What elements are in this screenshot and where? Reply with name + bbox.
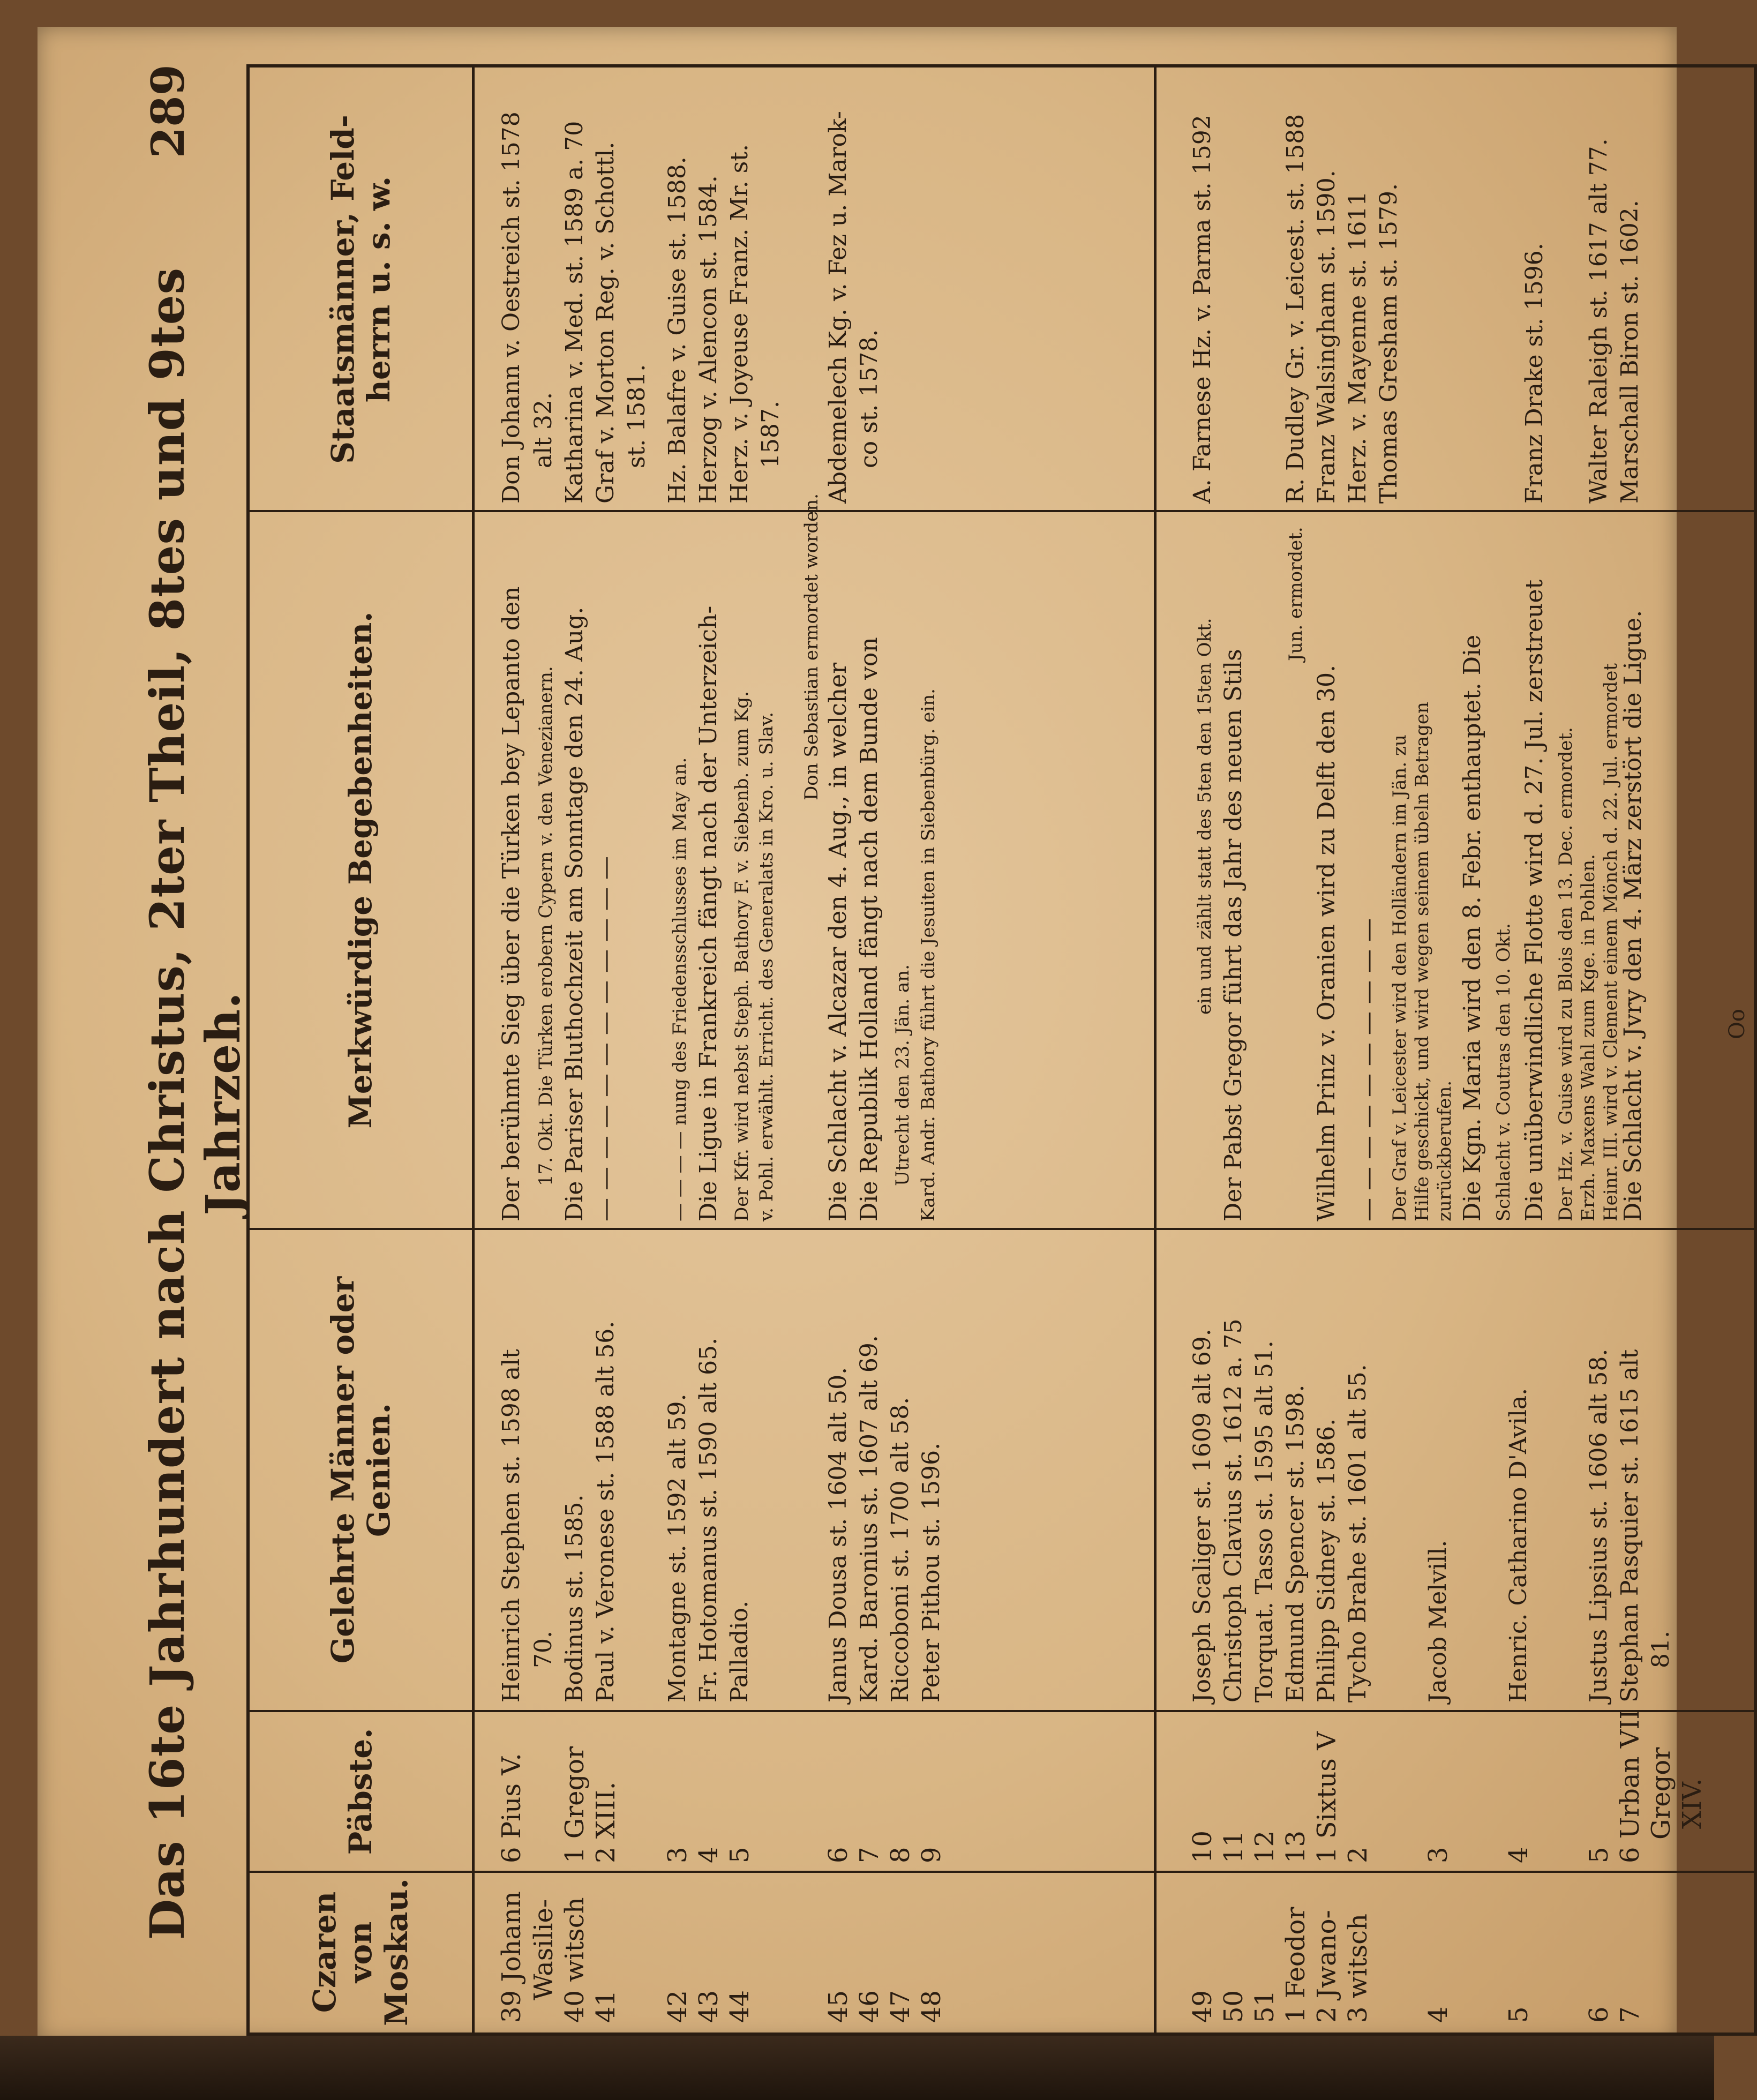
event-entry: v. Pohl. erwählt. Erricht. des Generalats in Kro. u. Slav. — [756, 711, 777, 1221]
scholar-entry: 70. — [530, 1631, 557, 1668]
statesman-entry: st. 1581. — [623, 364, 650, 468]
page-header — [118, 64, 251, 2036]
event-entry: Die Kgn. Maria wird den 8. Febr. enthauptet. Die — [1459, 634, 1486, 1221]
pope-entry: 7 — [854, 1847, 884, 1863]
statesman-entry: Franz Drake st. 1596. — [1521, 243, 1548, 504]
event-entry: Hilfe geschickt, und wird wegen seinem übeln Betragen — [1411, 702, 1433, 1221]
scholar-entry: Bodinus st. 1585. — [561, 1494, 588, 1702]
statesman-entry: Herz. v. Joyeuse Franz. Mr. st. — [726, 144, 753, 504]
event-entry: Der Graf v. Leicester wird den Holländern im Jän. zu — [1389, 734, 1410, 1221]
statesman-entry: R. Dudley Gr. v. Leicest. st. 1588 — [1282, 114, 1309, 504]
event-entry: Der berühmte Sieg über die Türken bey Lepanto den — [498, 586, 525, 1221]
czar-entry: 5 — [1504, 2006, 1534, 2023]
statesman-entry: Franz Walsingham st. 1590. — [1313, 170, 1340, 504]
pope-entry: 5 — [1584, 1847, 1614, 1863]
event-entry: Heinr. III. wird v. Clement einem Mönch d. 22. Jul. ermordet — [1600, 663, 1621, 1221]
event-entry: Die Schlacht v. Jvry den 4. März zerstört die Ligue. — [1619, 610, 1647, 1221]
scholar-entry: Jacob Melvill. — [1424, 1540, 1452, 1702]
czar-entry: 41 — [591, 1990, 621, 2023]
history-table — [246, 64, 1757, 2036]
scholar-entry: Kard. Baronius st. 1607 alt 69. — [855, 1335, 883, 1702]
event-entry: Erzh. Maxens Wahl zum Kge. in Pohlen. — [1578, 854, 1599, 1221]
pope-entry: 1 Sixtus V — [1312, 1731, 1342, 1863]
scholar-entry: Henric. Catharino D'Avila. — [1505, 1388, 1532, 1702]
event-entry: Schlacht v. Coutras den 10. Okt. — [1493, 923, 1514, 1221]
czar-entry: 2 Jwano- — [1312, 1910, 1342, 2023]
scholar-entry: Philipp Sidney st. 1586. — [1313, 1418, 1340, 1702]
pope-entry: 8 — [885, 1847, 915, 1863]
scholar-entry: Paul v. Veronese st. 1588 alt 56. — [592, 1321, 619, 1702]
pope-entry: 6 Pius V. — [497, 1753, 527, 1863]
pope-entry: 9 — [917, 1847, 947, 1863]
pope-entry: 3 — [663, 1847, 693, 1863]
event-entry: Die Schlacht v. Alcazar den 4. Aug., in welcher — [824, 662, 852, 1221]
pope-entry: 5 — [725, 1847, 755, 1863]
scholar-entry: Tycho Brahe st. 1601 alt 55. — [1344, 1364, 1371, 1702]
event-entry: Die Pariser Bluthochzeit am Sonntage den 24. Aug. — [561, 606, 588, 1221]
pope-entry: 2 — [1343, 1847, 1373, 1863]
page-title: Das 16te Jahrhundert nach Christus, 2ter Theil, 8tes und 9tes Jahrzeh. — [139, 267, 251, 1940]
scholar-entry: Christoph Clavius st. 1612 a. 75 — [1220, 1318, 1247, 1702]
page-number: 289 — [141, 64, 194, 159]
statesman-entry: Graf v. Morton Reg. v. Schottl. — [592, 141, 619, 504]
event-entry: Wilhelm Prinz v. Oranien wird zu Delft den 30. — [1313, 665, 1340, 1221]
statesman-entry: Don Johann v. Oestreich st. 1578 — [498, 111, 525, 504]
event-entry: Der Pabst Gregor führt das Jahr des neuen Stils — [1220, 649, 1247, 1221]
event-entry: ein und zählt statt des 5ten den 15ten Okt. — [1194, 618, 1215, 1015]
pope-entry: 10 — [1188, 1830, 1218, 1863]
scholar-entry: Justus Lipsius st. 1606 alt 58. — [1585, 1348, 1612, 1702]
table-header-row — [250, 68, 475, 2032]
pope-entry: XIV. — [1677, 1778, 1707, 1829]
signature-mark: Oo — [1725, 1009, 1750, 1039]
czar-entry: 39 Johann — [497, 1891, 527, 2023]
czar-entry: 42 — [663, 1990, 693, 2023]
scholar-entry: Riccoboni st. 1700 alt 58. — [887, 1397, 914, 1702]
czar-entry: 7 — [1615, 2006, 1645, 2023]
statesman-entry: Herzog v. Alencon st. 1584. — [695, 175, 722, 504]
pope-entry: 12 — [1250, 1830, 1280, 1863]
statesman-entry: alt 32. — [530, 392, 557, 468]
scholar-entry: Fr. Hotomanus st. 1590 alt 65. — [695, 1337, 722, 1702]
scholar-entry: Edmund Spencer st. 1598. — [1282, 1384, 1309, 1702]
statesman-entry: Walter Raleigh st. 1617 alt 77. — [1585, 138, 1612, 504]
statesman-entry: Marschall Biron st. 1602. — [1616, 200, 1643, 504]
scholar-entry: Torquat. Tasso st. 1595 alt 51. — [1251, 1340, 1278, 1702]
column-header-paepste: Päbste. — [342, 1728, 379, 1855]
pope-entry: 4 — [1504, 1847, 1534, 1863]
event-entry: Die Ligue in Frankreich fängt nach der Unterzeich- — [695, 605, 722, 1221]
statesman-entry: Abdemelech Kg. v. Fez u. Marok- — [824, 111, 852, 504]
event-entry: zurückberufen. — [1434, 1080, 1455, 1221]
czar-entry: 46 — [854, 1990, 884, 2023]
event-entry: Utrecht den 23. Jän. an. — [892, 964, 913, 1186]
czar-entry: 40 witsch — [560, 1897, 590, 2023]
czar-entry: 43 — [694, 1990, 724, 2023]
event-entry: Die unüberwindliche Flotte wird d. 27. Jul. zerstreuet — [1521, 579, 1548, 1221]
statesman-entry: Herz. v. Mayenne st. 1611 — [1344, 191, 1371, 504]
czar-entry: 49 — [1188, 1990, 1218, 2023]
event-entry: Der Hz. v. Guise wird zu Blois den 13. Dec. ermordet. — [1555, 727, 1576, 1221]
statesman-entry: Thomas Gresham st. 1579. — [1375, 183, 1402, 504]
czar-entry: 1 Feodor — [1281, 1907, 1311, 2023]
pope-entry: 2 XIII. — [591, 1781, 621, 1863]
event-entry: Die Republik Holland fängt nach dem Bunde von — [855, 637, 883, 1221]
scholar-entry: Janus Dousa st. 1604 alt 50. — [824, 1367, 852, 1702]
scholar-entry: Montagne st. 1592 alt 59. — [664, 1393, 691, 1702]
event-entry: Kard. Andr. Bathory führt die Jesuiten in Siebenbürg. ein. — [918, 688, 939, 1221]
rotated-page-content — [118, 43, 1757, 2057]
scholar-entry: Stephan Pasquier st. 1615 alt — [1616, 1349, 1643, 1702]
scholar-entry: 81. — [1647, 1631, 1675, 1668]
czar-entry: 47 — [885, 1990, 915, 2023]
czar-entry: Wasilie- — [529, 1899, 559, 2000]
pope-entry: 6 — [823, 1847, 853, 1863]
event-entry: Der Kfr. wird nebst Steph. Bathory F. v. Siebenb. zum Kg. — [731, 691, 753, 1221]
pope-entry: Gregor — [1646, 1747, 1676, 1840]
event-entry: — — — — nung des Friedensschlusses im May an. — [669, 757, 690, 1221]
pope-entry: 11 — [1219, 1830, 1249, 1863]
statesman-entry: Katharina v. Med. st. 1589 a. 70 — [561, 121, 588, 504]
event-entry: 17. Okt. Die Türken erobern Cypern v. den Venezianern. — [535, 666, 557, 1186]
czar-entry: 45 — [823, 1990, 853, 2023]
czar-entry: 3 witsch — [1343, 1914, 1373, 2023]
event-entry: — — — — — — — — — — — [1355, 918, 1382, 1221]
statesman-entry: 1587. — [757, 401, 784, 468]
czar-entry: 4 — [1423, 2006, 1453, 2023]
pope-entry: 4 — [694, 1847, 724, 1863]
czar-entry: 50 — [1219, 1990, 1249, 2023]
event-entry: Don Sebastian ermordet worden. — [801, 493, 822, 800]
column-header-czaren: Czaren von Moskau. — [306, 1878, 415, 2026]
pope-entry: 1 Gregor — [560, 1746, 590, 1863]
section-divider — [1154, 68, 1157, 2032]
czar-entry: 6 — [1584, 2006, 1614, 2023]
event-entry: Jun. ermordet. — [1285, 527, 1307, 661]
column-header-begebenheiten: Merkwürdige Begebenheiten. — [342, 611, 379, 1129]
statesman-entry: co st. 1578. — [855, 329, 883, 468]
scholar-entry: Palladio. — [726, 1600, 753, 1702]
scholar-entry: Heinrich Stephen st. 1598 alt — [498, 1349, 525, 1702]
pope-entry: 6 Urban VII — [1615, 1709, 1645, 1863]
czar-entry: 51 — [1250, 1990, 1280, 2023]
column-header-staatsmaenner: Staatsmänner, Feld- herrn u. s. w. — [324, 115, 397, 464]
statesman-entry: Hz. Balafre v. Guise st. 1588. — [664, 156, 691, 504]
scholar-entry: Joseph Scaliger st. 1609 alt 69. — [1189, 1329, 1216, 1702]
pope-entry: 13 — [1281, 1830, 1311, 1863]
scholar-entry: Peter Pithou st. 1596. — [918, 1442, 945, 1702]
event-entry: — — — — — — — — — — — — — [592, 856, 619, 1221]
statesman-entry: A. Farnese Hz. v. Parma st. 1592 — [1189, 115, 1216, 504]
czar-entry: 48 — [917, 1990, 947, 2023]
table-body — [475, 68, 1757, 2032]
column-header-gelehrte: Gelehrte Männer oder Genien. — [324, 1276, 397, 1664]
czar-entry: 44 — [725, 1990, 755, 2023]
pope-entry: 3 — [1423, 1847, 1453, 1863]
